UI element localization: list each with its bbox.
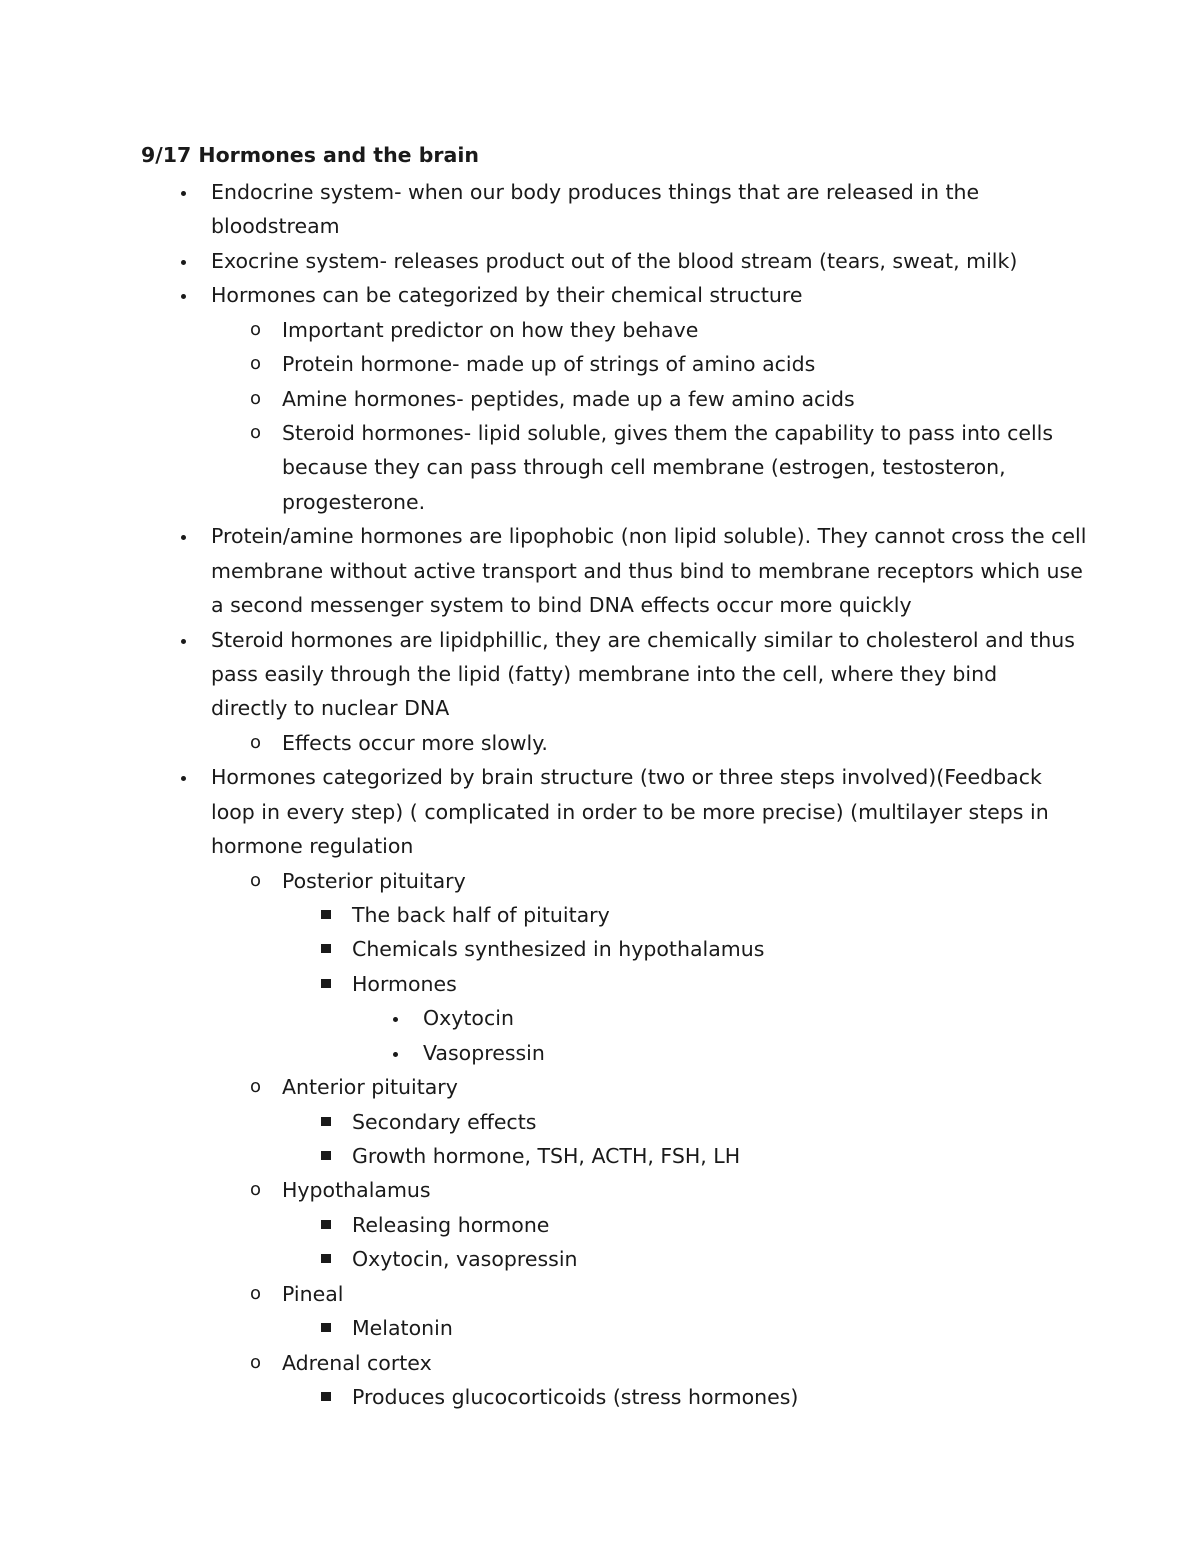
bullet-circle-icon: o — [250, 387, 262, 409]
list-item: Posterior pituitary — [282, 868, 466, 893]
list-item: pass easily through the lipid (fatty) membrane into the cell, where they bind — [211, 662, 998, 687]
bullet-dot-icon — [181, 776, 186, 781]
list-item: Protein hormone- made up of strings of amino acids — [282, 352, 816, 377]
bullet-dot-icon — [393, 1017, 398, 1022]
list-item: Protein/amine hormones are lipophobic (non lipid soluble). They cannot cross the cell — [211, 524, 1087, 549]
list-item: Important predictor on how they behave — [282, 317, 699, 342]
list-item: Steroid hormones- lipid soluble, gives them the capability to pass into cells — [282, 421, 1054, 445]
bullet-dot-icon — [181, 260, 186, 265]
list-item: Growth hormone, TSH, ACTH, FSH, LH — [352, 1144, 741, 1169]
bullet-circle-icon: o — [250, 731, 262, 753]
list-item: Exocrine system- releases product out of the blood stream (tears, sweat, milk) — [211, 248, 1018, 273]
bullet-square-icon — [321, 944, 331, 953]
list-item: because they can pass through cell membrane (estrogen, testosteron, — [282, 455, 1006, 480]
bullet-dot-icon — [181, 639, 186, 644]
list-item: Hypothalamus — [282, 1178, 431, 1203]
list-item: Vasopressin — [423, 1040, 545, 1065]
bullet-circle-icon: o — [250, 1351, 262, 1373]
bullet-circle-icon: o — [250, 1282, 262, 1304]
bullet-circle-icon: o — [250, 422, 262, 443]
bullet-square-icon — [321, 1254, 331, 1263]
list-item: Anterior pituitary — [282, 1075, 458, 1100]
list-item: progesterone. — [282, 489, 426, 514]
list-item: Hormones — [352, 971, 457, 996]
list-item: Releasing hormone — [352, 1212, 550, 1237]
list-item: Amine hormones- peptides, made up a few amino acids — [282, 386, 855, 411]
list-item: directly to nuclear DNA — [211, 696, 450, 721]
bullet-square-icon — [321, 1117, 331, 1126]
bullet-circle-icon: o — [250, 869, 262, 891]
bullet-square-icon — [321, 1151, 331, 1160]
bullet-square-icon — [321, 1323, 331, 1332]
bullet-square-icon — [321, 979, 331, 988]
bullet-square-icon — [321, 1220, 331, 1229]
list-item: Oxytocin, vasopressin — [352, 1247, 578, 1272]
list-item: Pineal — [282, 1281, 344, 1306]
list-item: membrane without active transport and thus bind to membrane receptors which use — [211, 558, 1083, 583]
bullet-dot-icon — [181, 535, 186, 540]
list-item: Steroid hormones are lipidphillic, they are chemically similar to cholesterol and thus — [211, 627, 1075, 652]
list-item: Endocrine system- when our body produces things that are released in the — [211, 180, 980, 204]
list-item: Melatonin — [352, 1316, 453, 1341]
list-item: a second messenger system to bind DNA effects occur more quickly — [211, 593, 912, 618]
bullet-square-icon — [321, 1392, 331, 1401]
list-item: Effects occur more slowly. — [282, 730, 548, 755]
list-item: bloodstream — [211, 214, 340, 239]
bullet-circle-icon: o — [250, 1076, 262, 1098]
list-item: Produces glucocorticoids (stress hormones) — [352, 1385, 799, 1410]
list-item: Oxytocin — [423, 1006, 514, 1031]
list-item: Hormones categorized by brain structure (two or three steps involved)(Feedback — [211, 765, 1042, 790]
list-item: Secondary effects — [352, 1109, 537, 1134]
bullet-circle-icon: o — [250, 353, 262, 375]
bullet-dot-icon — [393, 1052, 398, 1057]
bullet-circle-icon: o — [250, 1179, 262, 1201]
list-item: The back half of pituitary — [352, 903, 610, 928]
bullet-dot-icon — [181, 191, 186, 196]
bullet-square-icon — [321, 910, 331, 919]
list-item: Chemicals synthesized in hypothalamus — [352, 937, 765, 962]
page-title: 9/17 Hormones and the brain — [141, 143, 479, 167]
list-item: Hormones can be categorized by their chemical structure — [211, 283, 803, 308]
list-item: Adrenal cortex — [282, 1350, 432, 1375]
list-item: loop in every step) ( complicated in order to be more precise) (multilayer steps in — [211, 799, 1049, 824]
bullet-dot-icon — [181, 294, 186, 299]
list-item: hormone regulation — [211, 834, 414, 859]
bullet-circle-icon: o — [250, 318, 262, 340]
